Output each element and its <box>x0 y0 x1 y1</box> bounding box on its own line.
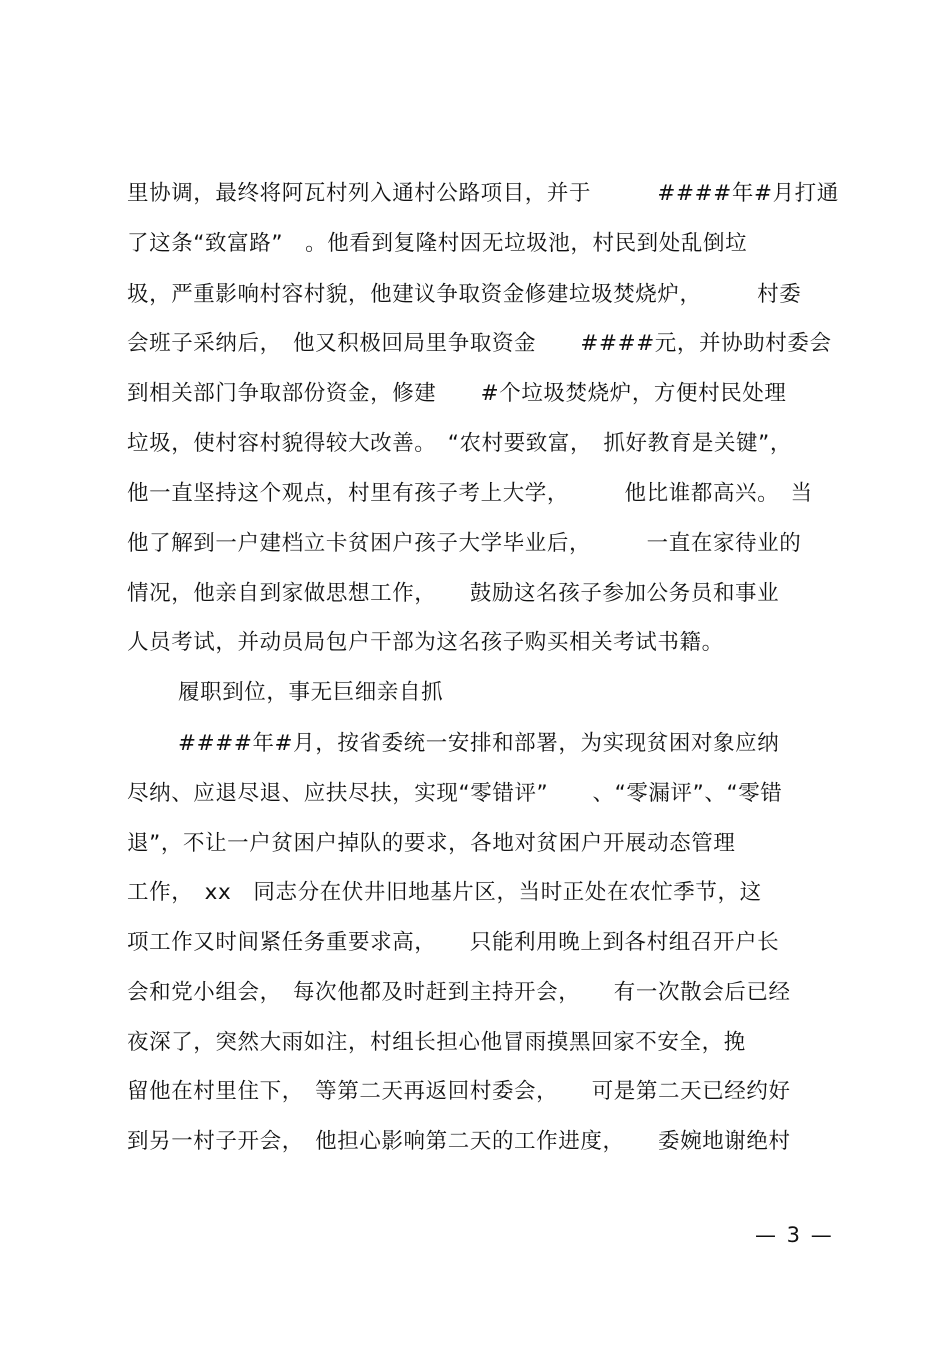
body-line-1: 里协调，最终将阿瓦村列入通村公路项目，并于 ####年#月打通 <box>127 181 839 206</box>
body-line-10: 人员考试，并动员局包户干部为这名孩子购买相关考试书籍。 <box>127 630 724 655</box>
paragraph-2-line-6: 夜深了，突然大雨如注，村组长担心他冒雨摸黑回家不安全，挽 <box>127 1030 746 1055</box>
paragraph-2-line-1: 尽纳、应退尽退、应扶尽扶，实现“零错评” 、“零漏评”、“零错 <box>127 781 783 806</box>
body-line-2: 了这条“致富路” 。他看到复隆村因无垃圾池，村民到处乱倒垃 <box>127 231 748 256</box>
paragraph-2-line-4: 项工作又时间紧任务重要求高， 只能利用晚上到各村组召开户长 <box>127 930 780 955</box>
paragraph-2-line-3: 工作， xx 同志分在伏井旧地基片区，当时正处在农忙季节，这 <box>127 880 762 905</box>
paragraph-2-line-5: 会和党小组会， 每次他都及时赶到主持开会， 有一次散会后已经 <box>127 980 791 1005</box>
body-line-9: 情况，他亲自到家做思想工作， 鼓励这名孩子参加公务员和事业 <box>127 581 780 606</box>
body-line-6: 垃圾，使村容村貌得较大改善。 “农村要致富， 抓好教育是关键”， <box>127 431 792 456</box>
body-line-7: 他一直坚持这个观点，村里有孩子考上大学， 他比谁都高兴。 当 <box>127 481 813 506</box>
section-heading: 履职到位，事无巨细亲自抓 <box>178 680 444 705</box>
body-line-4: 会班子采纳后， 他又积极回局里争取资金 ####元，并协助村委会 <box>127 331 832 356</box>
paragraph-2-first-line: ####年#月，按省委统一安排和部署，为实现贫困对象应纳 <box>178 731 780 756</box>
paragraph-2-line-8: 到另一村子开会， 他担心影响第二天的工作进度， 委婉地谢绝村 <box>127 1129 791 1154</box>
body-line-3: 圾，严重影响村容村貌，他建议争取资金修建垃圾焚烧炉， 村委 <box>127 282 802 307</box>
page-number: — 3 — <box>755 1223 834 1247</box>
paragraph-2-line-7: 留他在村里住下， 等第二天再返回村委会， 可是第二天已经约好 <box>127 1079 791 1104</box>
body-line-5: 到相关部门争取部份资金，修建 #个垃圾焚烧炉，方便村民处理 <box>127 381 787 406</box>
body-line-8: 他了解到一户建档立卡贫困户孩子大学毕业后， 一直在家待业的 <box>127 531 802 556</box>
paragraph-2-line-2: 退”，不让一户贫困户掉队的要求，各地对贫困户开展动态管理 <box>127 831 736 856</box>
